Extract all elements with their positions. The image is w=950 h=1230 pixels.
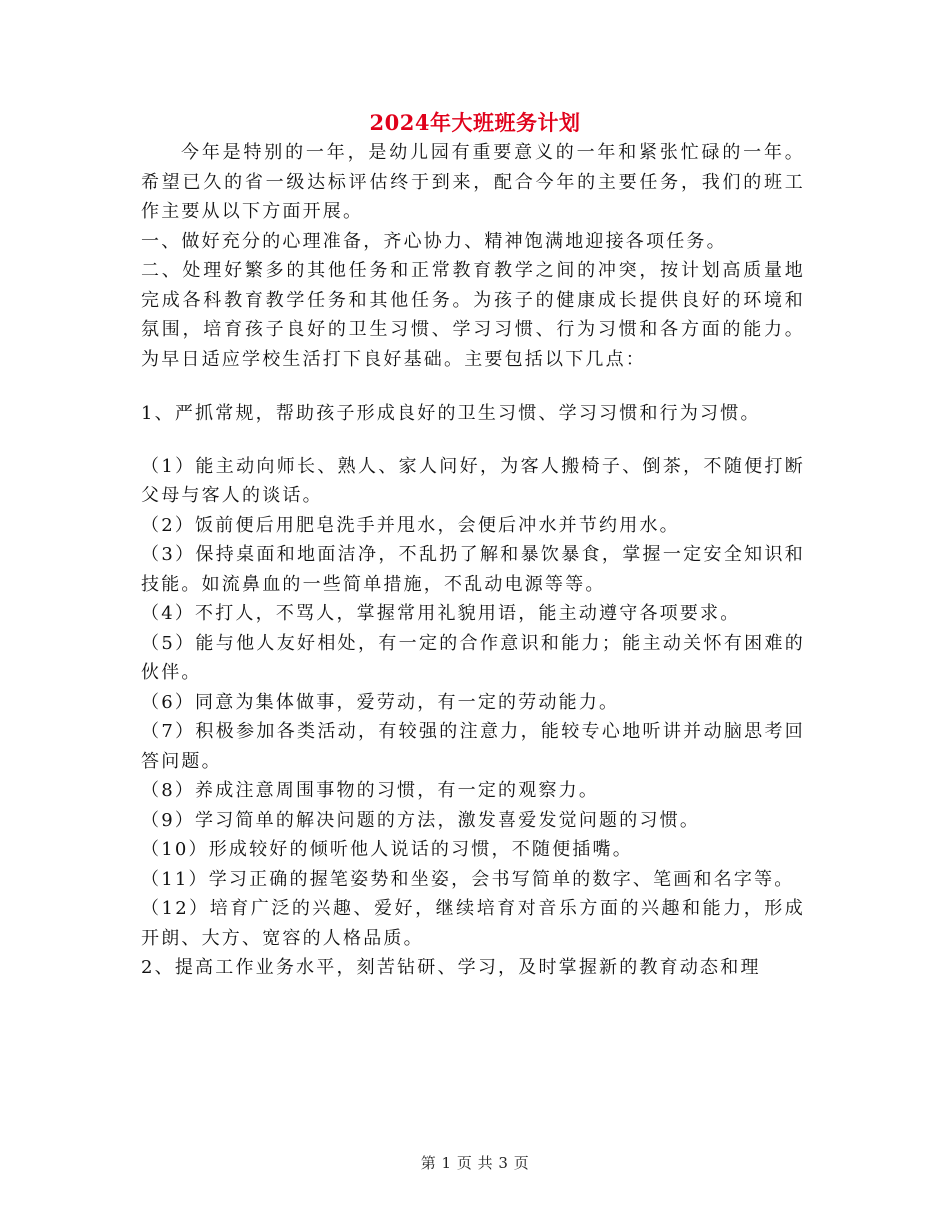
list-item: （2）饭前便后用肥皂洗手并甩水，会便后冲水并节约用水。 <box>141 514 680 536</box>
document-body <box>141 138 805 983</box>
item-1-heading: 1、严抓常规，帮助孩子形成良好的卫生习惯、学习习惯和行为习惯。 <box>141 403 761 424</box>
list-item: （4）不打人，不骂人，掌握常用礼貌用语，能主动遵守各项要求。 <box>141 603 741 624</box>
section-two-paragraph: 二、处理好繁多的其他任务和正常教育教学之间的冲突，按计划高质量地完成各科教育教学任务和其他任务。为孩子的健康成长提供良好的环境和氛围，培育孩子良好的卫生习惯、学习习惯、行为习惯和各方面的能力。为早日适应学校生活打下良好基础。主要包括以下几点： <box>141 260 805 370</box>
list-item: （12）培育广泛的兴趣、爱好，继续培育对音乐方面的兴趣和能力，形成开朗、大方、宽容的人格品质。 <box>141 898 805 949</box>
list-item: （11）学习正确的握笔姿势和坐姿，会书写简单的数字、笔画和名字等。 <box>141 868 795 890</box>
intro-paragraph: 今年是特别的一年，是幼儿园有重要意义的一年和紧张忙碌的一年。希望已久的省一级达标评估终于到来，配合今年的主要任务，我们的班工作主要从以下方面开展。 <box>141 142 805 222</box>
list-item: （6）同意为集体做事，爱劳动，有一定的劳动能力。 <box>141 691 620 713</box>
document-title: 2024年大班班务计划 <box>369 110 581 135</box>
list-item: （9）学习简单的解决问题的方法，激发喜爱发觉问题的习惯。 <box>141 809 701 831</box>
section-one-paragraph: 一、做好充分的心理准备，齐心协力、精神饱满地迎接各项任务。 <box>141 230 727 252</box>
list-item: （10）形成较好的倾听他人说话的习惯，不随便插嘴。 <box>141 839 633 860</box>
list-item: （5）能与他人友好相处，有一定的合作意识和能力；能主动关怀有困难的伙伴。 <box>141 632 805 683</box>
list-item: （1）能主动向师长、熟人、家人问好，为客人搬椅子、倒茶，不随便打断父母与客人的谈话。 <box>141 455 805 506</box>
page-footer: 第 1 页 共 3 页 <box>420 1154 530 1172</box>
item-2-heading: 2、提高工作业务水平，刻苦钻研、学习，及时掌握新的教育动态和理 <box>141 957 761 978</box>
list-item: （8）养成注意周围事物的习惯，有一定的观察力。 <box>141 780 600 801</box>
list-item: （7）积极参加各类活动，有较强的注意力，能较专心地听讲并动脑思考回答问题。 <box>141 721 805 772</box>
list-item: （3）保持桌面和地面洁净，不乱扔了解和暴饮暴食，掌握一定安全知识和技能。如流鼻血的一些简单措施，不乱动电源等等。 <box>141 544 805 595</box>
